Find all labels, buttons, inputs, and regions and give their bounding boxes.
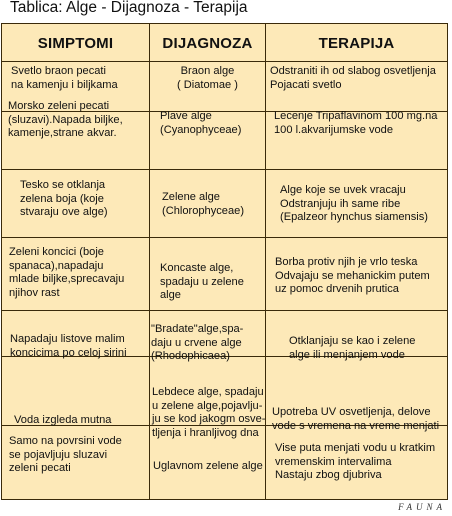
cell-terapija: Alge koje se uvek vracaju Odstranjuju ih same ribe (Epalzeor hynchus siamensis) [280, 184, 428, 224]
cell-simptomi: Morsko zeleni pecati (sluzavi).Napada biljke, kamenje,strane akvar. [8, 100, 123, 140]
cell-terapija: Odstraniti ih od slabog osvetljenja Pojacati svetlo [270, 65, 436, 91]
cell-terapija: Vise puta menjati vodu u kratkim vremenskim intervalima Nastaju zbog djubriva [275, 442, 436, 482]
header-simptomi: SIMPTOMI [37, 34, 114, 52]
row-divider [2, 237, 447, 238]
cell-simptomi: Samo na povrsini vode se pojavljuju sluzavi zeleni pecati [9, 435, 122, 475]
cell-dijagnoza: Uglavnom zelene alge [153, 460, 263, 472]
cell-simptomi: Svetlo braon pecati na kamenju i biljkama [11, 65, 118, 91]
page-title: Tablica: Alge - Dijagnoza - Terapija [10, 0, 248, 16]
header-dijagnoza: DIJAGNOZA [162, 34, 253, 52]
cell-terapija: Lecenje Tripaflavinom 100 mg.na 100 l.akvarijumske vode [274, 110, 438, 136]
cell-dijagnoza: Plave alge (Cyanophyceae) [160, 110, 242, 136]
cell-terapija: Otklanjaju se kao i zelene alge ili menjanjem vode [289, 335, 416, 361]
cell-dijagnoza: Braon alge ( Diatomae ) [176, 65, 239, 91]
header-terapija: TERAPIJA [318, 34, 395, 52]
cell-simptomi: Zeleni koncici (boje spanaca),napadaju mlade biljke,sprecavaju njihov rast [9, 246, 125, 300]
column-divider [149, 24, 150, 499]
cell-dijagnoza: Zelene alge (Chlorophyceae) [162, 191, 245, 217]
fauna-watermark: FAUNA [398, 502, 446, 512]
row-divider [2, 169, 447, 170]
cell-terapija: Upotreba UV osvetljenja, delove vode s vremena na vreme menjati [272, 406, 440, 432]
cell-dijagnoza: Lebdece alge, spadaju u zelene alge,pojavlju- ju se kod jakogm osve- tljenja i hranljivog dna [152, 386, 266, 440]
algae-table [1, 23, 448, 500]
cell-dijagnoza: Koncaste alge, spadaju u zelene alge [160, 262, 244, 302]
cell-terapija: Borba protiv njih je vrlo teska Odvajaju se mehanickim putem uz pomoc drvenih prutica [275, 256, 430, 296]
cell-simptomi: Tesko se otklanja zelena boja (koje stvaraju ove alge) [20, 179, 108, 219]
row-divider [2, 310, 447, 311]
cell-dijagnoza: "Bradate"alge,spa- daju u crvene alge (Rhodophicaea) [151, 323, 244, 363]
cell-simptomi: Napadaju listove malim koncicima po celoj sirini [10, 333, 127, 359]
cell-simptomi: Voda izgleda mutna [14, 414, 112, 426]
